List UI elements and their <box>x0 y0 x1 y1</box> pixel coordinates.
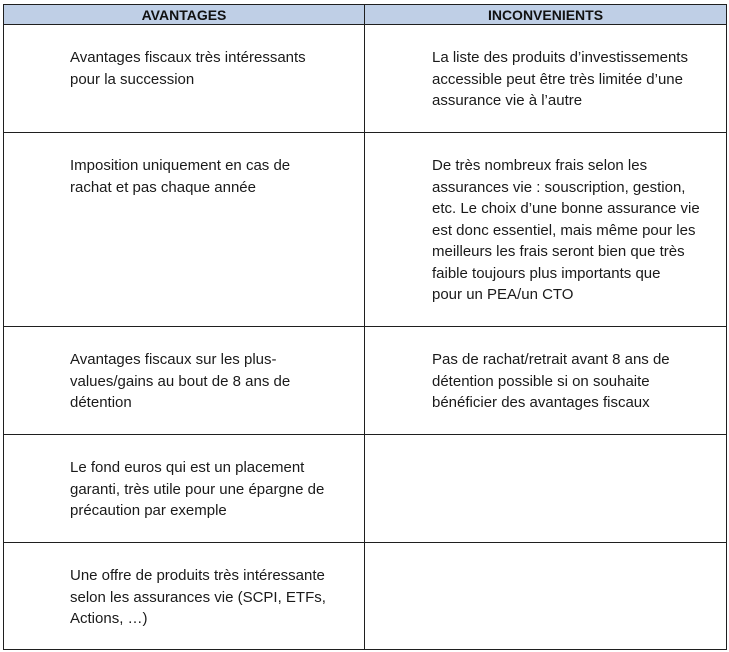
table-row <box>4 133 727 327</box>
advantage-text: Avantages fiscaux sur les plus- values/gains au bout de 8 ans de détention <box>70 351 291 411</box>
disadvantage-text: Pas de rachat/retrait avant 8 ans de détention possible si on souhaite bénéficier des avantages fiscaux <box>432 351 670 411</box>
header-disadvantages: INCONVENIENTS <box>365 5 727 25</box>
disadvantage-cell <box>365 543 727 650</box>
advantage-text: Le fond euros qui est un placement garanti, très utile pour une épargne de précaution par exemple <box>70 459 325 519</box>
disadvantage-text <box>365 543 726 565</box>
pros-cons-table <box>3 4 727 650</box>
disadvantage-text: La liste des produits d’investissements accessible peut être très limitée d’une assurance vie à l’autre <box>432 49 688 109</box>
advantage-cell <box>4 543 365 650</box>
advantage-cell <box>4 133 365 327</box>
disadvantage-cell <box>365 133 727 327</box>
disadvantage-cell <box>365 327 727 435</box>
header-advantages: AVANTAGES <box>4 5 365 25</box>
advantage-cell <box>4 25 365 133</box>
advantage-cell <box>4 327 365 435</box>
advantage-text: Avantages fiscaux très intéressants pour la succession <box>70 49 306 88</box>
table-row <box>4 543 727 650</box>
advantage-text: Une offre de produits très intéressante selon les assurances vie (SCPI, ETFs, Actions, …) <box>70 567 326 627</box>
advantage-cell <box>4 435 365 543</box>
disadvantage-text <box>365 435 726 457</box>
disadvantage-text: De très nombreux frais selon les assurances vie : souscription, gestion, etc. Le choix d’une bonne assurance vie est donc essentiel, mais même pour les meilleurs les frais seront bien que très faible toujours plus importants que pour un PEA/un CTO <box>432 157 700 303</box>
table-row <box>4 435 727 543</box>
advantage-text: Imposition uniquement en cas de rachat et pas chaque année <box>70 157 291 196</box>
table-row <box>4 25 727 133</box>
disadvantage-cell <box>365 435 727 543</box>
table-row <box>4 327 727 435</box>
header-row <box>4 5 727 25</box>
disadvantage-cell <box>365 25 727 133</box>
